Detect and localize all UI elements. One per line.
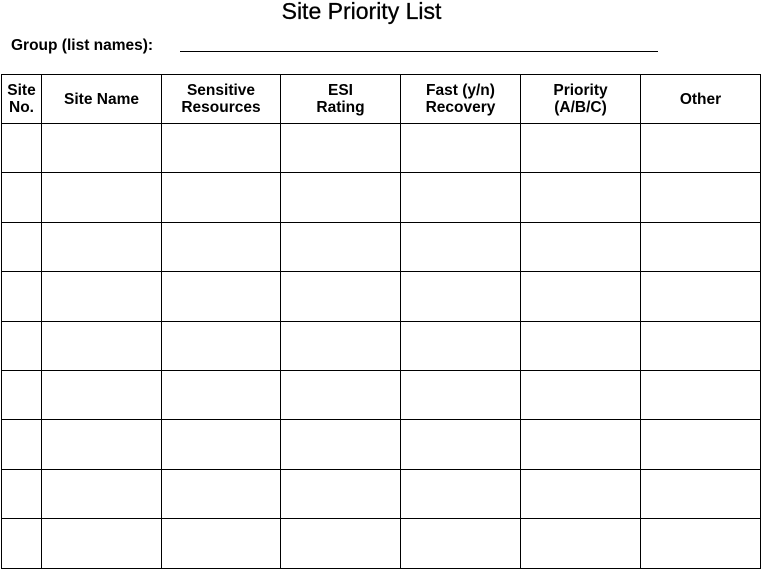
cell-esi-rating[interactable] [281,519,401,568]
col-header-fast-recovery-label: Fast (y/n) Recovery [425,82,496,116]
cell-fast-recovery[interactable] [401,222,521,271]
cell-sensitive-resources[interactable] [162,469,281,518]
table-row [2,272,761,321]
cell-site-no[interactable] [2,124,42,173]
cell-priority[interactable] [521,124,641,173]
table-body [2,124,761,569]
table-row [2,519,761,568]
cell-other[interactable] [641,469,761,518]
cell-other[interactable] [641,272,761,321]
table-row [2,420,761,469]
cell-priority[interactable] [521,469,641,518]
cell-other[interactable] [641,519,761,568]
cell-esi-rating[interactable] [281,370,401,419]
header-row [2,75,761,124]
cell-priority[interactable] [521,272,641,321]
cell-site-name[interactable] [42,124,162,173]
cell-priority[interactable] [521,222,641,271]
col-header-priority-label: Priority (A/B/C) [553,82,608,116]
cell-sensitive-resources[interactable] [162,222,281,271]
cell-esi-rating[interactable] [281,124,401,173]
col-header-priority [521,75,641,124]
col-header-esi-rating-label: ESI Rating [316,82,365,116]
table-row [2,173,761,222]
cell-site-no[interactable] [2,321,42,370]
col-header-site-no [2,75,42,124]
cell-esi-rating[interactable] [281,173,401,222]
cell-priority[interactable] [521,321,641,370]
cell-priority[interactable] [521,370,641,419]
cell-sensitive-resources[interactable] [162,420,281,469]
cell-other[interactable] [641,173,761,222]
table-row [2,124,761,173]
cell-priority[interactable] [521,420,641,469]
cell-site-name[interactable] [42,370,162,419]
table-row [2,222,761,271]
cell-fast-recovery[interactable] [401,173,521,222]
col-header-site-no-label: Site No. [7,82,36,116]
cell-fast-recovery[interactable] [401,321,521,370]
group-label: Group (list names): [11,37,154,54]
cell-site-no[interactable] [2,519,42,568]
cell-priority[interactable] [521,173,641,222]
table-row [2,321,761,370]
cell-sensitive-resources[interactable] [162,272,281,321]
col-header-esi-rating [281,75,401,124]
cell-fast-recovery[interactable] [401,469,521,518]
col-header-sensitive-resources-label: Sensitive Resources [181,82,261,116]
cell-other[interactable] [641,420,761,469]
site-priority-table [1,74,761,569]
col-header-other-label: Other [679,90,722,108]
page-title: Site Priority List [281,0,442,24]
cell-site-name[interactable] [42,519,162,568]
cell-sensitive-resources[interactable] [162,519,281,568]
cell-site-no[interactable] [2,272,42,321]
cell-site-name[interactable] [42,420,162,469]
cell-esi-rating[interactable] [281,469,401,518]
cell-sensitive-resources[interactable] [162,124,281,173]
cell-sensitive-resources[interactable] [162,321,281,370]
cell-fast-recovery[interactable] [401,420,521,469]
cell-sensitive-resources[interactable] [162,173,281,222]
table-row [2,469,761,518]
cell-site-name[interactable] [42,173,162,222]
cell-other[interactable] [641,222,761,271]
cell-priority[interactable] [521,519,641,568]
cell-fast-recovery[interactable] [401,519,521,568]
cell-site-name[interactable] [42,222,162,271]
cell-site-name[interactable] [42,321,162,370]
cell-esi-rating[interactable] [281,222,401,271]
cell-esi-rating[interactable] [281,321,401,370]
cell-fast-recovery[interactable] [401,124,521,173]
cell-site-no[interactable] [2,420,42,469]
col-header-other [641,75,761,124]
cell-site-no[interactable] [2,469,42,518]
cell-fast-recovery[interactable] [401,370,521,419]
cell-other[interactable] [641,321,761,370]
col-header-fast-recovery [401,75,521,124]
cell-fast-recovery[interactable] [401,272,521,321]
cell-other[interactable] [641,370,761,419]
cell-site-no[interactable] [2,173,42,222]
cell-esi-rating[interactable] [281,420,401,469]
table-row [2,370,761,419]
col-header-site-name [42,75,162,124]
group-field [11,37,661,57]
cell-other[interactable] [641,124,761,173]
group-input-line[interactable] [180,51,658,52]
cell-esi-rating[interactable] [281,272,401,321]
col-header-sensitive-resources [162,75,281,124]
cell-sensitive-resources[interactable] [162,370,281,419]
cell-site-name[interactable] [42,272,162,321]
col-header-site-name-label: Site Name [64,90,139,108]
cell-site-no[interactable] [2,370,42,419]
cell-site-name[interactable] [42,469,162,518]
cell-site-no[interactable] [2,222,42,271]
